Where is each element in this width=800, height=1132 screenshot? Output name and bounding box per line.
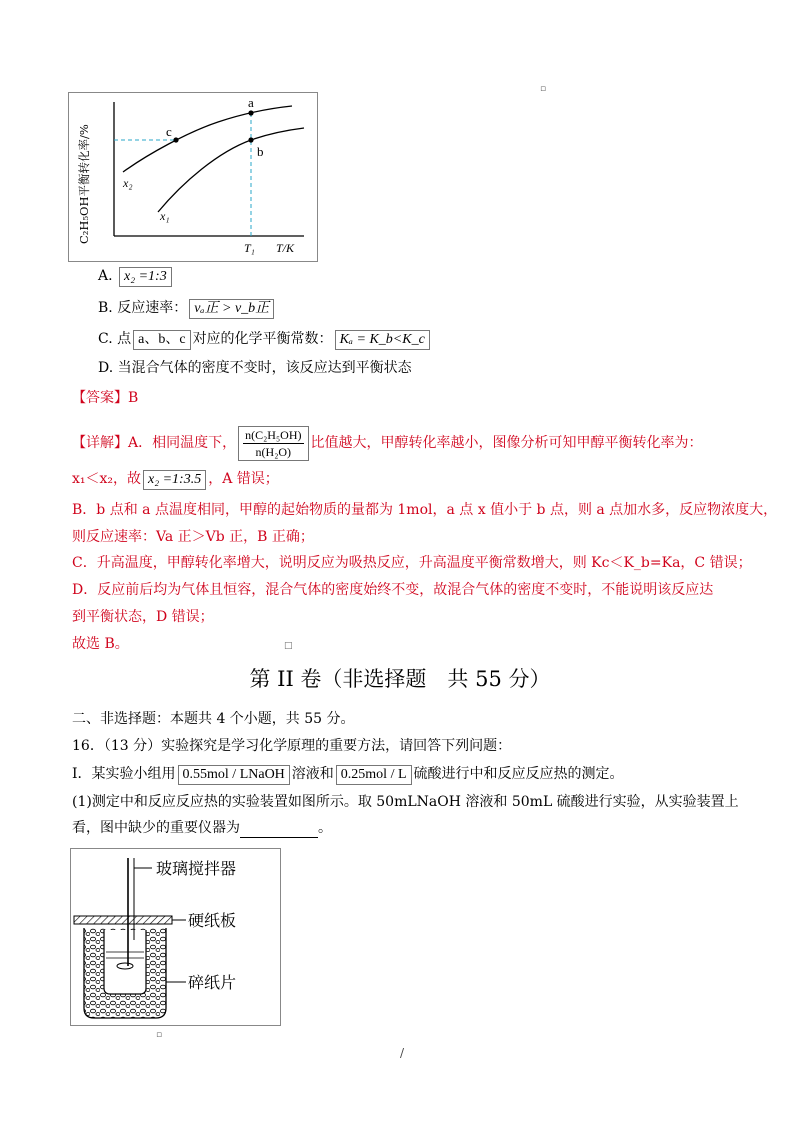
detail-line-2: x₁＜x₂，故 x₂ =1:3.5 ，A 错误；	[72, 469, 279, 490]
option-b: B. 反应速率： vₐ正 > v_b正	[98, 298, 276, 319]
option-c: C. 点 a、b、c 对应的化学平衡常数： Kₐ = K_b<K_c	[98, 329, 432, 350]
detail-formula: x₂ =1:3.5	[143, 470, 206, 490]
detail-line-3: B．b 点和 a 点温度相同，甲醇的起始物质的量都为 1mol，a 点 x 值小于 b 点，则 a 点加水多，反应物浓度大，	[72, 502, 778, 518]
point-b	[248, 137, 253, 142]
curve-x1	[158, 128, 304, 212]
label-cardboard: 硬纸板	[188, 911, 237, 930]
detail-line-8: 故选 B。	[72, 636, 129, 652]
stray-mark: ▫	[540, 84, 547, 94]
option-b-formula: vₐ正 > v_b正	[189, 299, 274, 319]
ratio-fraction: $\frac{\text{n(C₂H₅OH)}}{\text{n(H₂O)}}$	[238, 426, 308, 461]
option-a: A. x₂ =1:3	[98, 266, 174, 287]
detail-line-7: 到平衡状态，D 错误；	[72, 609, 214, 625]
acid-concentration: 0.25mol / L	[336, 765, 412, 785]
label-c: c	[166, 124, 172, 139]
question-16-1-line-2: 看，图中缺少的重要仪器为 。	[72, 820, 332, 836]
detail-line-5: C．升高温度，甲醇转化率增大，说明反应为吸热反应，升高温度平衡常数增大，则 Kc＜K_b=Ka，C 错误；	[72, 555, 752, 571]
stray-mark: □	[284, 641, 293, 651]
stray-mark: ▫	[156, 1030, 163, 1040]
option-d: D. 当混合气体的密度不变时，该反应达到平衡状态	[98, 360, 412, 376]
equilibrium-graph	[68, 92, 318, 262]
x-axis-label: T/K	[276, 241, 295, 255]
part-two: 二、非选择题：本题共 4 个小题，共 55 分。	[72, 711, 355, 727]
label-x1: x₁	[160, 209, 170, 223]
y-axis-label: C₂H₅OH平衡转化率/%	[77, 124, 91, 244]
point-c	[173, 137, 178, 142]
detail-line-6: D．反应前后均为气体且恒容，混合气体的密度始终不变，故混合气体的密度不变时，不能说明该反应达	[72, 582, 714, 598]
detail-line-1: 【详解】A．相同温度下， $\frac{\text{n(C₂H₅OH)}}{\text{n(H₂O)}}$ 比值越大，甲醇转化率越小，图像分析可知甲醇平衡转化率为：	[72, 427, 703, 459]
question-16-1-line-1: (1)测定中和反应反应热的实验装置如图所示。取 50mLNaOH 溶液和 50mL 硫酸进行实验，从实验装置上	[72, 794, 739, 810]
section-title: 第 II 卷（非选择题 共 55 分）	[249, 667, 551, 691]
label-a: a	[248, 95, 254, 110]
label-x2: x₂	[123, 176, 133, 190]
option-a-formula: x₂ =1:3	[119, 267, 172, 287]
answer: 【答案】B	[72, 390, 139, 406]
label-glass-stirrer: 玻璃搅拌器	[156, 859, 237, 878]
label-b: b	[257, 144, 264, 159]
tick-T1: T₁	[244, 241, 255, 255]
point-a	[248, 110, 253, 115]
question-16: 16．（13 分）实验探究是学习化学原理的重要方法，请回答下列问题：	[72, 738, 512, 754]
label-paper-scraps: 碎纸片	[188, 973, 237, 992]
calorimeter-figure	[70, 848, 281, 1026]
naoh-concentration: 0.55mol / LNaOH	[178, 765, 290, 785]
curve-x2	[123, 106, 292, 172]
page-footer: /	[400, 1046, 405, 1060]
option-c-formula: Kₐ = K_b<K_c	[335, 330, 430, 350]
option-c-points: a、b、c	[133, 330, 190, 350]
answer-blank[interactable]	[240, 821, 318, 838]
detail-line-4: 则反应速率：Va 正＞Vb 正，B 正确；	[72, 529, 314, 545]
question-16-part-i: I．某实验小组用 0.55mol / LNaOH 溶液和 0.25mol / L 硫酸进行中和反应反应热的测定。	[72, 764, 624, 785]
